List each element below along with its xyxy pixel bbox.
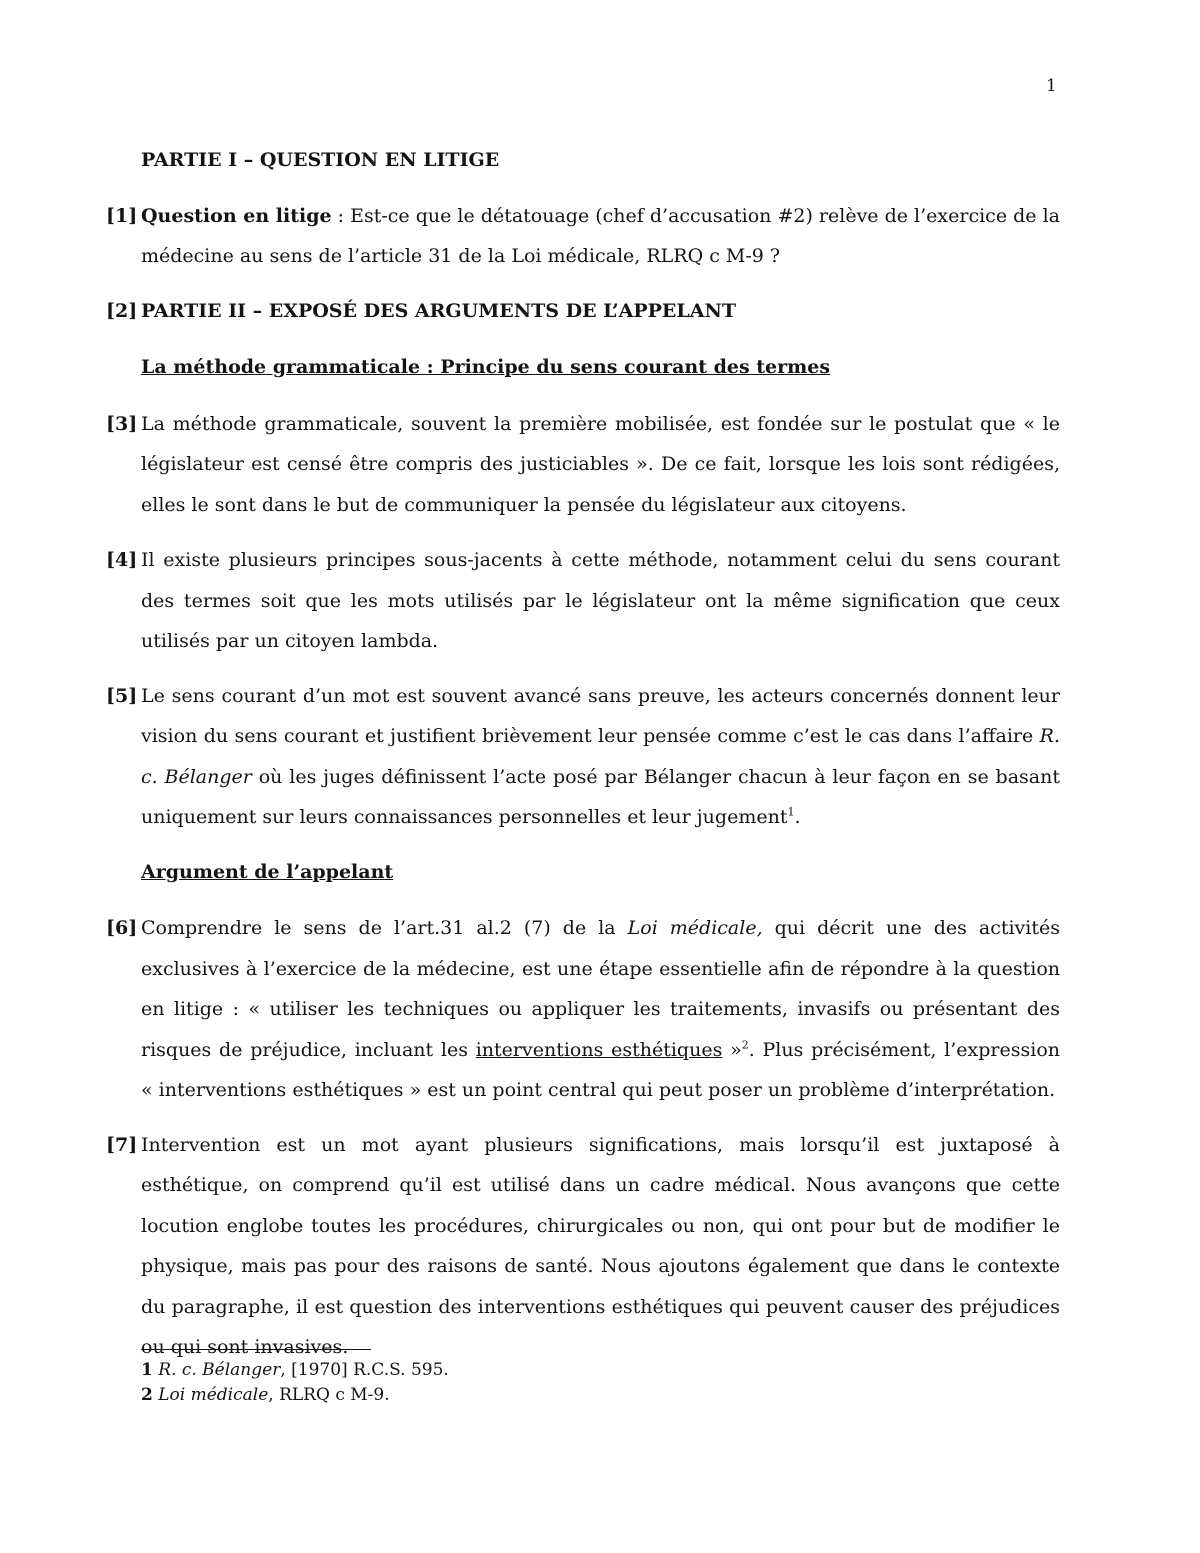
- paragraph-text: [141, 908, 1060, 1111]
- paragraph-number: [7]: [106, 1133, 138, 1156]
- text-span: qui décrit une des activités exclusives à l’exercice de la médecine, est une étape essentielle afin de répondre à la question en litige : « utiliser les techniques ou appliquer les traitements, invasifs ou présentant des risques de préjudice, incluant les: [141, 917, 1060, 1061]
- part-2-heading-block: [106, 291, 1060, 332]
- paragraph-3: [106, 404, 1060, 526]
- paragraph-text: [141, 676, 1060, 838]
- footnote-law: Loi médicale: [158, 1385, 269, 1405]
- footnote-case: R. c. Bélanger: [158, 1360, 281, 1380]
- paragraph-number: [6]: [106, 917, 138, 939]
- paragraph-5: [106, 676, 1060, 838]
- question-label: Question en litige: [141, 204, 332, 227]
- paragraph-text: Il existe plusieurs principes sous-jacents à cette méthode, notamment celui du sens courant des termes soit que les mots utilisés par le législateur ont la même signification que ceux utilisés par un citoyen lambda.: [141, 549, 1060, 652]
- text-span: . Plus précisément, l’expression « interventions esthétiques » est un point central qui peut poser un problème d’interprétation.: [141, 1038, 1061, 1101]
- section-heading-block: [106, 347, 1060, 388]
- text-span: Le sens courant d’un mot est souvent avancé sans preuve, les acteurs concernés donnent leur vision du sens courant et justifient brièvement leur pensée comme c’est le cas dans l’affaire: [141, 684, 1060, 747]
- law-title: Loi médicale,: [627, 917, 763, 939]
- text-span: Comprendre le sens de l’art.31 al.2 (7) de la: [141, 917, 628, 939]
- footnote-text: , RLRQ c M-9.: [268, 1385, 390, 1405]
- part-1-heading: PARTIE I – QUESTION EN LITIGE: [141, 149, 500, 171]
- paragraph-text: Intervention est un mot ayant plusieurs significations, mais lorsqu’il est juxtaposé à esthétique, on comprend qu’il est utilisé dans un cadre médical. Nous avançons que cette locution englobe toutes les procédures, chirurgicales ou non, qui ont pour but de modifier le physique, mais pas pour des raisons de santé. Nous ajoutons également que dans le contexte du paragraphe, il est question des interventions esthétiques qui peuvent causer des préjudices ou qui sont invasives.: [141, 1133, 1060, 1358]
- document-body: [106, 140, 1060, 1368]
- text-span: .: [794, 806, 801, 828]
- paragraph-1: [106, 196, 1060, 277]
- part-1-heading-block: [106, 140, 1060, 181]
- page-number: 1: [1046, 76, 1057, 96]
- paragraph-number: [5]: [106, 684, 138, 707]
- footnote-ref-2[interactable]: 2: [741, 1038, 749, 1052]
- paragraph-6: [106, 908, 1060, 1111]
- paragraph-number: [4]: [106, 549, 138, 571]
- footnote-number: 2: [141, 1385, 153, 1405]
- paragraph-7: [106, 1125, 1060, 1368]
- footnote-text: , [1970] R.C.S. 595.: [280, 1360, 449, 1380]
- footnote-1: [141, 1358, 449, 1383]
- paragraph-number: [3]: [106, 412, 138, 435]
- section-heading-block: [106, 852, 1060, 893]
- question-text: : Est-ce que le détatouage (chef d’accusation #2) relève de l’exercice de la médecine au sens de l’article 31 de la Loi médicale, RLRQ c M-9 ?: [141, 204, 1060, 267]
- footnote-separator: [141, 1349, 371, 1350]
- text-span: où les juges définissent l’acte posé par Bélanger chacun à leur façon en se basant uniquement sur leurs connaissances personnelles et leur jugement: [141, 765, 1060, 828]
- footnote-number: 1: [141, 1360, 153, 1380]
- paragraph-text: [141, 196, 1060, 277]
- text-span: »: [722, 1038, 742, 1061]
- case-citation: R. c. Bélanger: [141, 725, 1060, 788]
- paragraph-text: La méthode grammaticale, souvent la première mobilisée, est fondée sur le postulat que « le législateur est censé être compris des justiciables ». De ce fait, lorsque les lois sont rédigées, elles le sont dans le but de communiquer la pensée du législateur aux citoyens.: [141, 412, 1060, 516]
- paragraph-number: [2]: [106, 299, 138, 322]
- section-heading-grammaticale: La méthode grammaticale : Principe du sens courant des termes: [141, 356, 831, 378]
- paragraph-4: [106, 540, 1060, 662]
- part-2-heading: PARTIE II – EXPOSÉ DES ARGUMENTS DE L’APPELANT: [141, 299, 736, 322]
- paragraph-number: [1]: [106, 204, 138, 227]
- footnotes: [141, 1358, 449, 1408]
- footnote-2: [141, 1383, 449, 1408]
- underlined-phrase: interventions esthétiques: [475, 1038, 723, 1061]
- section-heading-argument: Argument de l’appelant: [141, 860, 394, 883]
- footnote-ref-1[interactable]: 1: [787, 805, 795, 819]
